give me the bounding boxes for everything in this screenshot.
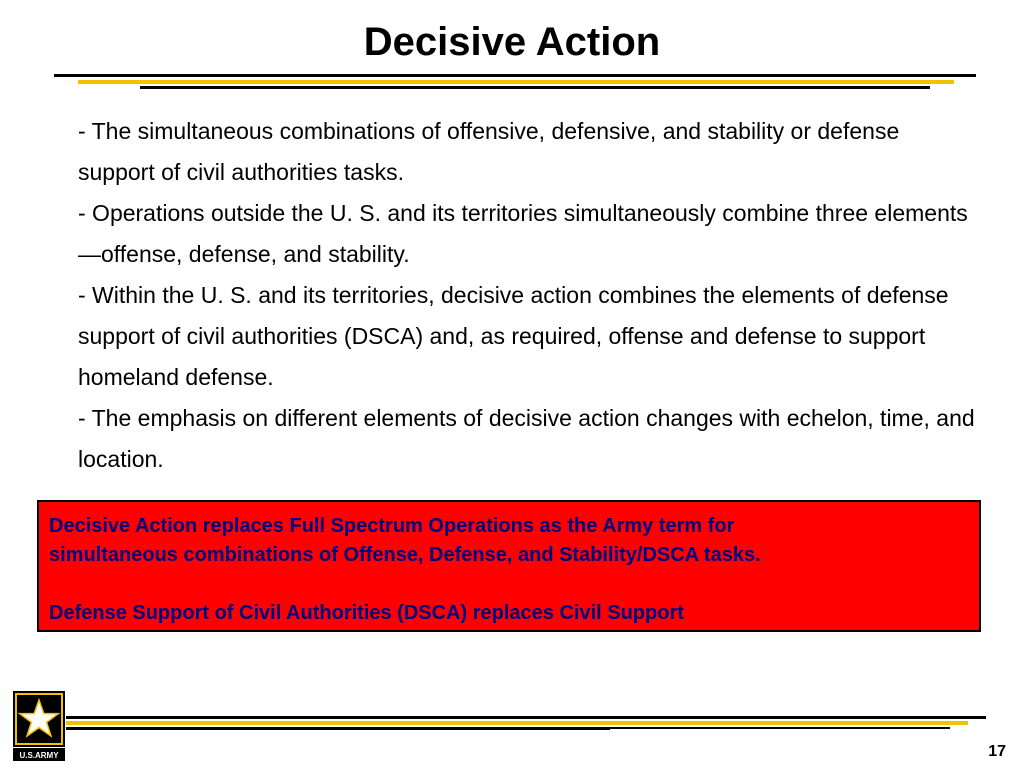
title-rule-black-lower [140,86,930,89]
bullet-item: - Within the U. S. and its territories, decisive action combines the elements of defense support of civil authorities (DSCA) and, as required, offense and defense to support homeland defense. [78,282,949,390]
bullet-item: - The simultaneous combinations of offensive, defensive, and stability or defense support of civil authorities tasks. [78,118,900,185]
bullet-list [78,111,978,480]
footer-rule-gold [66,721,968,725]
footer-rule-black [66,716,986,719]
army-logo [13,691,65,761]
callout-line: Defense Support of Civil Authorities (DSCA) replaces Civil Support [49,602,684,624]
bullet-item: - The emphasis on different elements of decisive action changes with echelon, time, and location. [78,405,975,472]
page-number: 17 [988,743,1006,760]
footer-rule-black-right [610,727,950,729]
callout-spacer [49,570,969,599]
logo-text: U.S.ARMY [19,751,59,760]
footer-rule-black-lower [66,727,610,730]
bullet-item: - Operations outside the U. S. and its territories simultaneously combine three elements—offense, defense, and stability. [78,200,968,267]
slide-title: Decisive Action [363,20,661,64]
army-star-icon [13,691,65,761]
title-rule-black [54,74,976,77]
title-rule-gold [78,80,954,84]
callout-line: Decisive Action replaces Full Spectrum Operations as the Army term for [49,515,735,537]
callout-box [37,500,981,632]
callout-line: simultaneous combinations of Offense, Defense, and Stability/DSCA tasks. [49,544,761,566]
